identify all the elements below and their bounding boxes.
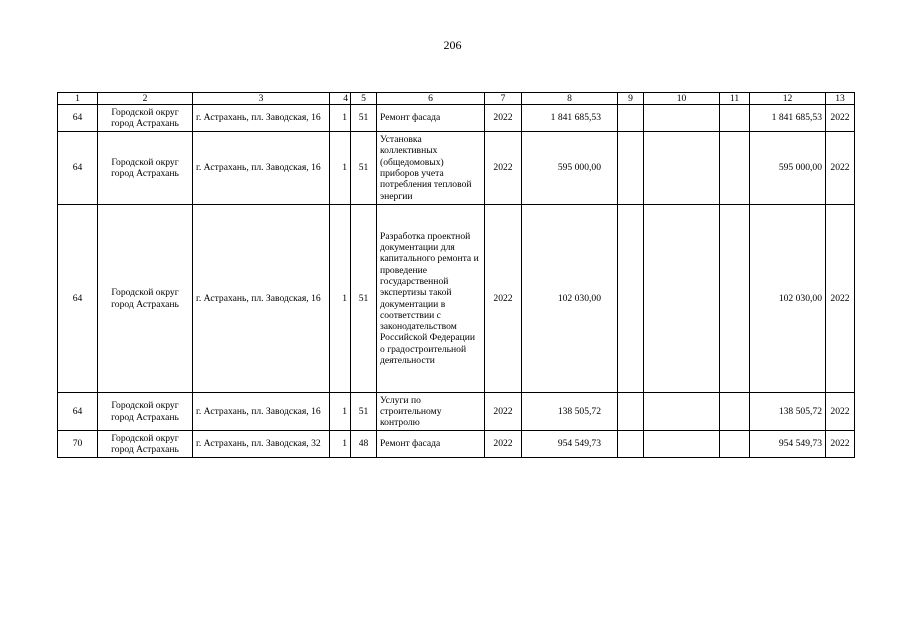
column-number-header-row — [58, 93, 855, 105]
cell-col13: 2022 — [826, 132, 855, 205]
cell-col12: 138 505,72 — [750, 393, 826, 431]
cell-number: 64 — [58, 393, 98, 431]
header-col-2: 2 — [98, 93, 193, 105]
cell-number: 64 — [58, 205, 98, 393]
cell-year: 2022 — [485, 105, 522, 132]
table-row — [58, 431, 855, 458]
header-col-6: 6 — [377, 93, 485, 105]
cell-work-type: Ремонт фасада — [377, 105, 485, 132]
cell-col13: 2022 — [826, 431, 855, 458]
cell-municipality: Городской округ город Астрахань — [98, 205, 193, 393]
cell-col4: 1 — [330, 205, 351, 393]
cell-col10 — [644, 205, 720, 393]
cell-col5: 51 — [351, 105, 377, 132]
cell-number: 70 — [58, 431, 98, 458]
header-col-10: 10 — [644, 93, 720, 105]
capital-repair-table — [57, 92, 855, 458]
cell-col5: 51 — [351, 205, 377, 393]
cell-year: 2022 — [485, 205, 522, 393]
table-row — [58, 393, 855, 431]
cell-col12: 595 000,00 — [750, 132, 826, 205]
cell-col11 — [720, 105, 750, 132]
cell-municipality: Городской округ город Астрахань — [98, 393, 193, 431]
cell-address: г. Астрахань, пл. Заводская, 16 — [193, 205, 330, 393]
cell-col5: 51 — [351, 132, 377, 205]
cell-year: 2022 — [485, 393, 522, 431]
cell-col9 — [618, 132, 644, 205]
header-col-1: 1 — [58, 93, 98, 105]
cell-col9 — [618, 431, 644, 458]
table-row — [58, 105, 855, 132]
table-row — [58, 132, 855, 205]
cell-work-type: Услуги по строительному контролю — [377, 393, 485, 431]
cell-address: г. Астрахань, пл. Заводская, 32 — [193, 431, 330, 458]
page-number: 206 — [443, 38, 462, 52]
cell-col12: 954 549,73 — [750, 431, 826, 458]
cell-col4: 1 — [330, 431, 351, 458]
cell-amount: 595 000,00 — [522, 132, 618, 205]
header-col-4: 4 — [330, 93, 351, 105]
header-col-3: 3 — [193, 93, 330, 105]
cell-col11 — [720, 205, 750, 393]
cell-year: 2022 — [485, 431, 522, 458]
cell-number: 64 — [58, 132, 98, 205]
cell-number: 64 — [58, 105, 98, 132]
cell-col11 — [720, 132, 750, 205]
cell-work-type: Разработка проектной документации для капитального ремонта и проведение государственной экспертизы такой документации в соответствии с законодательством Российской Федерации о градостроительной деятельности — [377, 205, 485, 393]
cell-municipality: Городской округ город Астрахань — [98, 105, 193, 132]
cell-col4: 1 — [330, 393, 351, 431]
cell-address: г. Астрахань, пл. Заводская, 16 — [193, 132, 330, 205]
header-col-7: 7 — [485, 93, 522, 105]
cell-col9 — [618, 393, 644, 431]
cell-municipality: Городской округ город Астрахань — [98, 132, 193, 205]
cell-year: 2022 — [485, 132, 522, 205]
cell-col9 — [618, 205, 644, 393]
cell-col13: 2022 — [826, 205, 855, 393]
cell-col4: 1 — [330, 132, 351, 205]
cell-amount: 954 549,73 — [522, 431, 618, 458]
header-col-5: 5 — [351, 93, 377, 105]
cell-col4: 1 — [330, 105, 351, 132]
cell-col13: 2022 — [826, 105, 855, 132]
cell-municipality: Городской округ город Астрахань — [98, 431, 193, 458]
cell-amount: 138 505,72 — [522, 393, 618, 431]
cell-work-type: Ремонт фасада — [377, 431, 485, 458]
cell-work-type: Установка коллективных (общедомовых) приборов учета потребления тепловой энергии — [377, 132, 485, 205]
cell-col13: 2022 — [826, 393, 855, 431]
table-row — [58, 205, 855, 393]
cell-col5: 48 — [351, 431, 377, 458]
cell-amount: 1 841 685,53 — [522, 105, 618, 132]
cell-col12: 102 030,00 — [750, 205, 826, 393]
header-col-9: 9 — [618, 93, 644, 105]
cell-address: г. Астрахань, пл. Заводская, 16 — [193, 393, 330, 431]
cell-col10 — [644, 431, 720, 458]
cell-col10 — [644, 393, 720, 431]
header-col-8: 8 — [522, 93, 618, 105]
cell-col11 — [720, 393, 750, 431]
cell-col12: 1 841 685,53 — [750, 105, 826, 132]
cell-col5: 51 — [351, 393, 377, 431]
cell-col9 — [618, 105, 644, 132]
header-col-13: 13 — [826, 93, 855, 105]
cell-col11 — [720, 431, 750, 458]
header-col-11: 11 — [720, 93, 750, 105]
header-col-12: 12 — [750, 93, 826, 105]
cell-amount: 102 030,00 — [522, 205, 618, 393]
cell-col10 — [644, 132, 720, 205]
cell-col10 — [644, 105, 720, 132]
cell-address: г. Астрахань, пл. Заводская, 16 — [193, 105, 330, 132]
